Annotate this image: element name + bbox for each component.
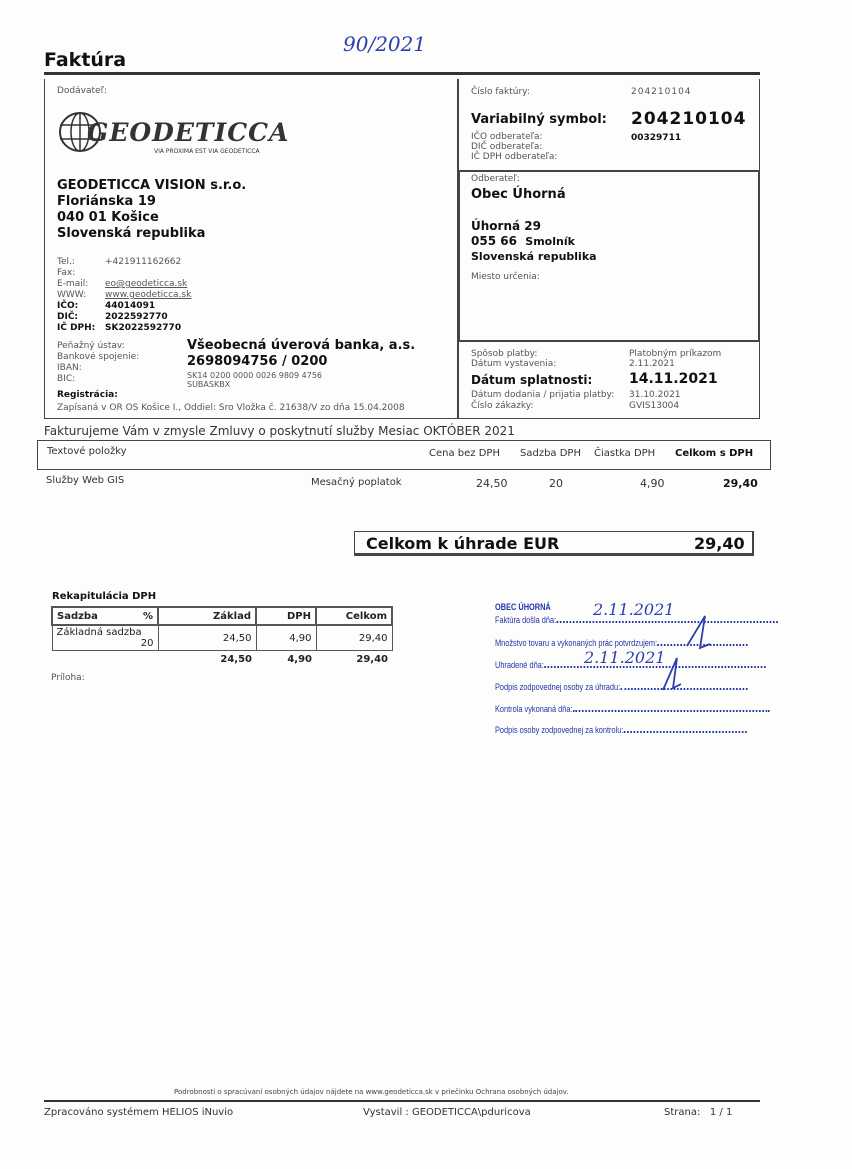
supplier-city: 040 01 Košice bbox=[57, 210, 159, 225]
item-rate: 20 bbox=[549, 477, 563, 490]
bank-name: Všeobecná úverová banka, a.s. bbox=[187, 338, 416, 353]
gdpr-note: Podrobnosti o spracúvaní osobných údajov nájdete na www.geodeticca.sk v priečinku Ochrana osobných údajov. bbox=[174, 1088, 569, 1096]
stamp-line1: Faktúra došla dňa: bbox=[495, 615, 557, 625]
registration-text: Zapísaná v OR OS Košice I., Oddiel: Sro Vložka č. 21638/V zo dňa 15.04.2008 bbox=[57, 403, 405, 413]
recap-row-total: 29,40 bbox=[316, 625, 392, 651]
delivery-value: 31.10.2021 bbox=[629, 390, 681, 400]
footer-issued-by bbox=[363, 1107, 531, 1118]
supplier-name: GEODETICCA VISION s.r.o. bbox=[57, 178, 247, 193]
recap-h-rate: Sadzba bbox=[57, 610, 98, 622]
tel-label: Tel.: bbox=[57, 257, 75, 267]
dic-odb-label: DIČ odberateľa: bbox=[471, 142, 543, 152]
supplier-country: Slovenská republika bbox=[57, 226, 206, 241]
item-name: Služby Web GIS bbox=[46, 475, 125, 486]
ico-value: 44014091 bbox=[105, 301, 156, 311]
dic-value: 2022592770 bbox=[105, 312, 168, 322]
stamp-title: OBEC ÚHORNÁ bbox=[495, 602, 551, 612]
attachment-label: Príloha: bbox=[51, 673, 85, 683]
customer-country: Slovenská republika bbox=[471, 250, 597, 263]
email-link[interactable]: eo@geodeticca.sk bbox=[105, 279, 188, 289]
logo-text: GEODETICCA bbox=[87, 118, 290, 147]
total-due-value: 29,40 bbox=[694, 534, 745, 553]
payment-labels-bottom bbox=[471, 390, 614, 412]
recap-h-total: Celkom bbox=[316, 607, 392, 625]
order-label: Číslo zákazky: bbox=[471, 401, 534, 411]
title-rule bbox=[44, 72, 760, 75]
invoice-number: 204210104 bbox=[631, 87, 692, 97]
recap-table bbox=[51, 606, 393, 667]
payment-values-top bbox=[629, 349, 721, 369]
recap-h-vat: DPH bbox=[256, 607, 316, 625]
geodeticca-logo bbox=[57, 110, 297, 160]
intro-text: Fakturujeme Vám v zmysle Zmluvy o poskytnutí služby Mesiac OKTÓBER 2021 bbox=[44, 424, 515, 438]
page-label: Strana: bbox=[664, 1107, 701, 1118]
email-label: E-mail: bbox=[57, 279, 89, 289]
bank-account: 2698094756 / 0200 bbox=[187, 354, 328, 369]
footer-system: Zpracováno systémem HELIOS iNuvio bbox=[44, 1107, 234, 1118]
item-price: 24,50 bbox=[476, 477, 508, 490]
www-link[interactable]: www.geodeticca.sk bbox=[105, 290, 192, 300]
method-value: Platobným príkazom bbox=[629, 349, 722, 359]
payment-labels-top bbox=[471, 349, 556, 369]
issued-by-label: Vystavil : bbox=[363, 1107, 409, 1118]
vs-value: 204210104 bbox=[631, 109, 747, 129]
col-text: Textové položky bbox=[47, 446, 127, 457]
col-price: Cena bez DPH bbox=[429, 448, 500, 459]
customer-zip: 055 66 bbox=[471, 234, 517, 248]
issued-value: 2.11.2021 bbox=[629, 359, 675, 369]
recap-sum-vat: 4,90 bbox=[287, 653, 312, 665]
recap-row-pct: 20 bbox=[140, 638, 154, 649]
stamp-line5: Kontrola vykonaná dňa: bbox=[495, 704, 573, 714]
dic-label: DIČ: bbox=[57, 312, 79, 322]
icdph-label: IČ DPH: bbox=[57, 323, 96, 333]
bic-label: BIC: bbox=[57, 374, 76, 384]
stamp-hand-date1: 2.11.2021 bbox=[593, 600, 675, 619]
supplier-contacts bbox=[57, 257, 257, 334]
icdph-odb-label: IČ DPH odberateľa: bbox=[471, 152, 558, 162]
recap-sum-base: 24,50 bbox=[220, 653, 252, 665]
supplier-address bbox=[57, 178, 246, 242]
vs-label: Variabilný symbol: bbox=[471, 112, 607, 127]
stamp-line4: Podpis zodpovednej osoby za úhradu: bbox=[495, 682, 621, 692]
stamp-hand-date2: 2.11.2021 bbox=[584, 648, 666, 667]
payment-values-bottom bbox=[629, 390, 681, 412]
customer-address bbox=[471, 219, 597, 264]
bank-values bbox=[187, 338, 415, 370]
www-label: WWW: bbox=[57, 290, 87, 300]
item-total: 29,40 bbox=[723, 477, 758, 490]
fax-label: Fax: bbox=[57, 268, 76, 278]
footer-page bbox=[664, 1107, 732, 1118]
iban-value: SK14 0200 0000 0026 9809 4756 bbox=[187, 371, 323, 380]
col-total: Celkom s DPH bbox=[675, 448, 754, 459]
registration-label: Registrácia: bbox=[57, 390, 118, 400]
recap-h-pct: % bbox=[142, 610, 153, 622]
customer-street: Úhorná 29 bbox=[471, 219, 541, 233]
item-desc: Mesačný poplatok bbox=[311, 477, 402, 488]
total-due-label: Celkom k úhrade EUR bbox=[366, 534, 560, 553]
recap-row-label: Základná sadzba bbox=[56, 627, 142, 638]
order-value: GVIS13004 bbox=[629, 401, 680, 411]
footer-rule bbox=[44, 1100, 760, 1102]
iban-block bbox=[187, 371, 322, 389]
method-label: Spôsob platby: bbox=[471, 349, 538, 359]
document-title: Faktúra bbox=[44, 49, 127, 71]
customer-name: Obec Úhorná bbox=[471, 187, 566, 202]
delivery-label: Dátum dodania / prijatia platby: bbox=[471, 390, 615, 400]
bank-label: Peňažný ústav: bbox=[57, 341, 125, 351]
iban-label: IBAN: bbox=[57, 363, 82, 373]
recap-h-base: Základ bbox=[158, 607, 256, 625]
ico-odb-value: 00329711 bbox=[631, 133, 682, 143]
ico-label: IČO: bbox=[57, 301, 79, 311]
page-value: 1 / 1 bbox=[709, 1107, 733, 1118]
logo-tagline: VIA PROXIMA EST VIA GEODETICCA bbox=[154, 148, 260, 155]
recap-row-base: 24,50 bbox=[158, 625, 256, 651]
stamp-line2: Množstvo tovaru a vykonaných prác potvrdzujem: bbox=[495, 638, 658, 648]
bic-value: SUBASKBX bbox=[187, 380, 231, 389]
items-header bbox=[37, 440, 771, 470]
supplier-street: Floriánska 19 bbox=[57, 194, 156, 209]
destination-label: Miesto určenia: bbox=[471, 272, 540, 282]
bank-conn-label: Bankové spojenie: bbox=[57, 352, 140, 362]
issued-by-value: GEODETICCA\pduricova bbox=[411, 1107, 531, 1118]
col-rate: Sadzba DPH bbox=[520, 448, 581, 459]
icdph-value: SK2022592770 bbox=[105, 323, 182, 333]
stamp-line6: Podpis osoby zodpovednej za kontrolu: bbox=[495, 725, 624, 735]
bank-labels bbox=[57, 341, 139, 385]
col-vat: Čiastka DPH bbox=[594, 448, 656, 459]
stamp-line3: Uhradené dňa: bbox=[495, 660, 544, 670]
customer-ids bbox=[471, 132, 557, 162]
issued-label: Dátum vystavenia: bbox=[471, 359, 557, 369]
tel-value: +421911162662 bbox=[105, 257, 182, 267]
supplier-label: Dodávateľ: bbox=[57, 86, 107, 96]
recap-sum-total: 29,40 bbox=[356, 653, 388, 665]
handwritten-reference: 90/2021 bbox=[343, 32, 427, 56]
handwritten-signatures bbox=[655, 608, 725, 693]
recap-row-vat: 4,90 bbox=[256, 625, 316, 651]
item-vat: 4,90 bbox=[640, 477, 665, 490]
recap-title: Rekapitulácia DPH bbox=[52, 591, 157, 602]
invoice-number-label: Číslo faktúry: bbox=[471, 87, 530, 97]
ico-odb-label: IČO odberateľa: bbox=[471, 132, 543, 142]
due-label: Dátum splatnosti: bbox=[471, 373, 593, 387]
customer-city: Smolník bbox=[525, 235, 575, 248]
customer-label: Odberateľ: bbox=[471, 174, 520, 184]
due-value: 14.11.2021 bbox=[629, 371, 718, 387]
